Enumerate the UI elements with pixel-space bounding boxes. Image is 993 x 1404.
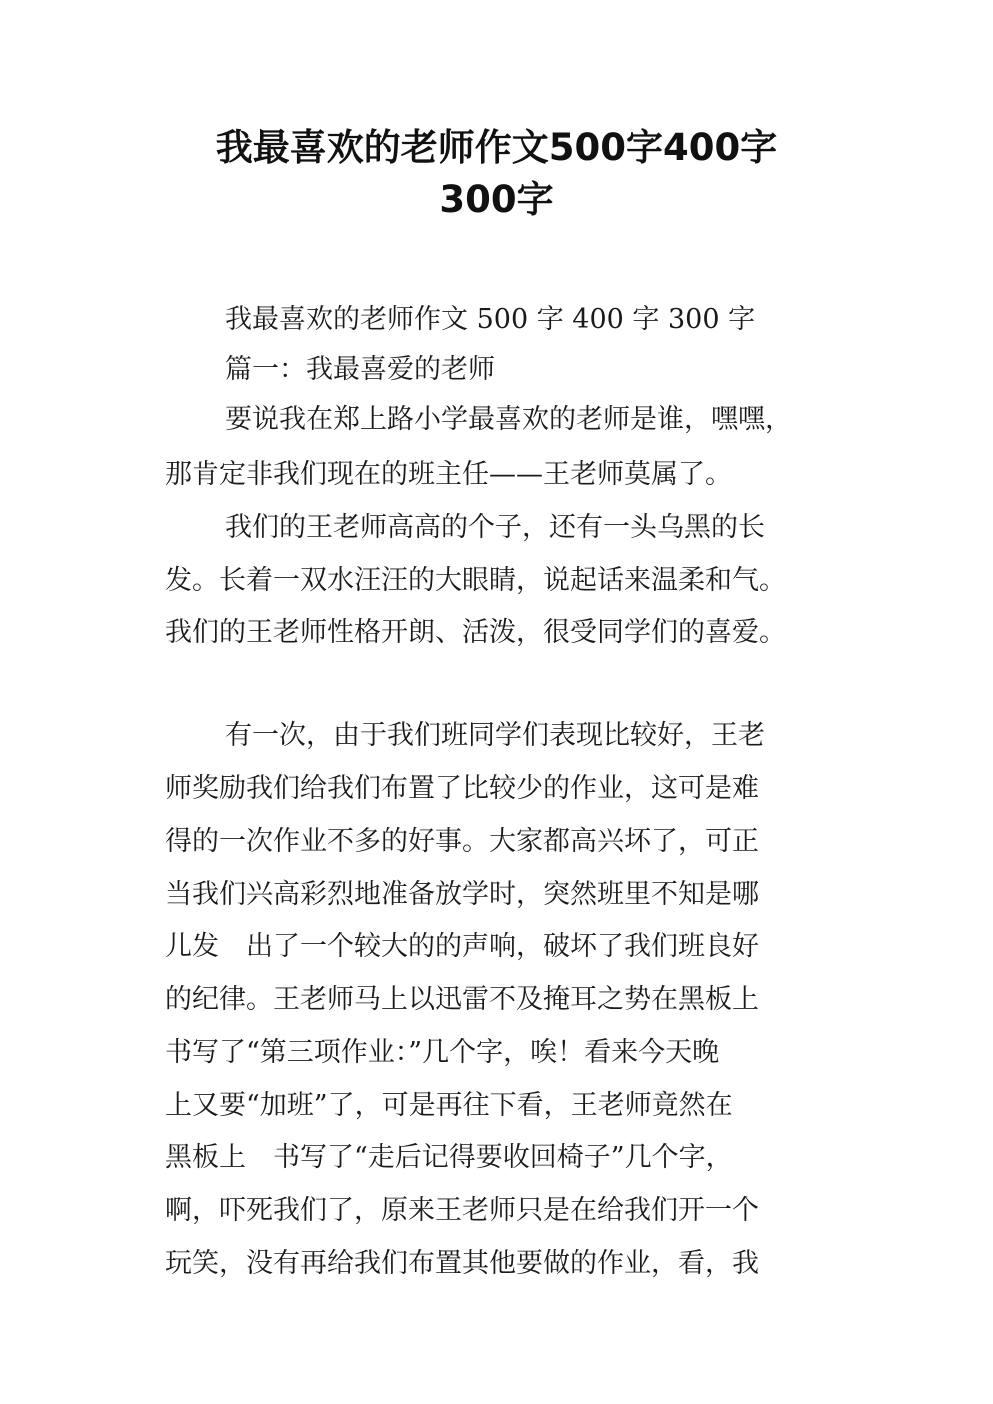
paragraph-line: 我们的王老师高高的个子，还有一头乌黑的长 — [225, 512, 765, 543]
paragraph-line: 啊，吓死我们了，原来王老师只是在给我们开一个 — [165, 1195, 759, 1226]
paragraph-line: 有一次，由于我们班同学们表现比较好，王老 — [225, 720, 765, 751]
paragraph-line: 黑板上 书写了“走后记得要收回椅子”几个字， — [165, 1142, 733, 1173]
paragraph-line: 要说我在郑上路小学最喜欢的老师是谁，嘿嘿， — [225, 404, 792, 435]
paragraph-line: 书写了“第三项作业：”几个字，唉！看来今天晚 — [165, 1037, 720, 1068]
title-line-1: 我最喜欢的老师作文500字400字 — [215, 126, 778, 169]
paragraph-line: 儿发 出了一个较大的的声响，破坏了我们班良好 — [165, 931, 759, 962]
paragraph-line: 上又要“加班”了，可是再往下看，王老师竟然在 — [165, 1090, 733, 1121]
paragraph-line: 得的一次作业不多的好事。大家都高兴坏了，可正 — [165, 826, 759, 857]
paragraph-line: 师奖励我们给我们布置了比较少的作业，这可是难 — [165, 773, 759, 804]
title-line-2: 300字 — [439, 178, 554, 221]
subtitle-line: 我最喜欢的老师作文 500 字 400 字 300 字 — [225, 304, 756, 335]
paragraph-line: 我们的王老师性格开朗、活泼，很受同学们的喜爱。 — [165, 617, 786, 648]
paragraph-line: 的纪律。王老师马上以迅雷不及掩耳之势在黑板上 — [165, 984, 759, 1015]
paragraph-line: 那肯定非我们现在的班主任——王老师莫属了。 — [165, 459, 732, 490]
document-title — [160, 122, 833, 226]
paragraph-line: 玩笑，没有再给我们布置其他要做的作业，看，我 — [165, 1248, 759, 1279]
section-heading: 篇一：我最喜爱的老师 — [225, 354, 495, 385]
paragraph-line: 当我们兴高彩烈地准备放学时，突然班里不知是哪 — [165, 879, 759, 910]
paragraph-line: 发。长着一双水汪汪的大眼睛，说起话来温柔和气。 — [165, 565, 786, 596]
